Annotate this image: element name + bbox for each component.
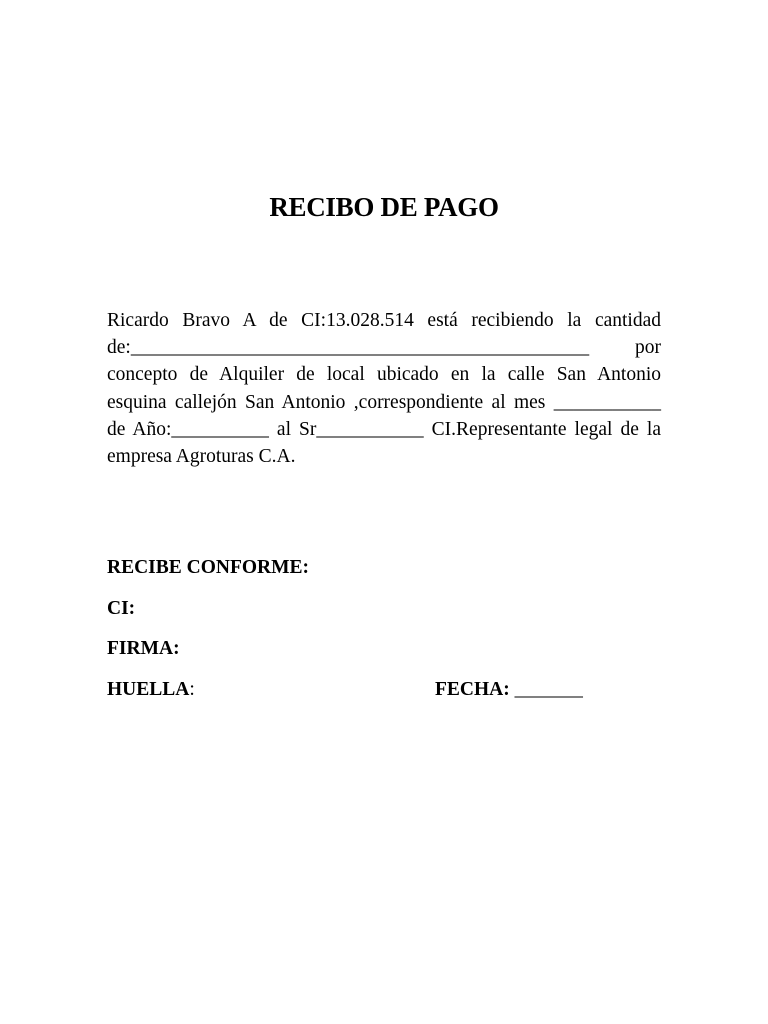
ci-row <box>107 596 661 622</box>
recibe-conforme-label: RECIBE CONFORME: <box>107 557 310 578</box>
fecha-label: FECHA: <box>435 678 510 700</box>
firma-row <box>107 636 661 662</box>
body-line-4: esquina callejón San Antonio ,correspondiente al mes ___________ <box>107 391 661 413</box>
body-line-5: de Año:__________ al Sr___________ CI.Representante legal de la <box>107 418 661 440</box>
huella-label: HUELLA <box>107 678 190 700</box>
body-line-2: de:_______________________________________________ por <box>107 337 661 359</box>
huella-colon: : <box>189 678 195 700</box>
recibe-conforme-row <box>107 555 661 581</box>
document-title: RECIBO DE PAGO <box>269 192 499 222</box>
ci-label: CI: <box>107 597 136 619</box>
firma-label: FIRMA: <box>107 638 180 659</box>
fecha-blank: _______ <box>514 678 583 700</box>
body-line-1: Ricardo Bravo A de CI:13.028.514 está recibiendo la cantidad <box>107 310 661 331</box>
body-line-3: concepto de Alquiler de local ubicado en la calle San Antonio <box>107 364 661 386</box>
signature-block <box>107 555 661 717</box>
body-line-6: empresa Agroturas C.A. <box>107 445 296 467</box>
receipt-body <box>107 307 661 470</box>
huella-fecha-row <box>107 677 661 703</box>
fecha-field <box>435 677 583 703</box>
